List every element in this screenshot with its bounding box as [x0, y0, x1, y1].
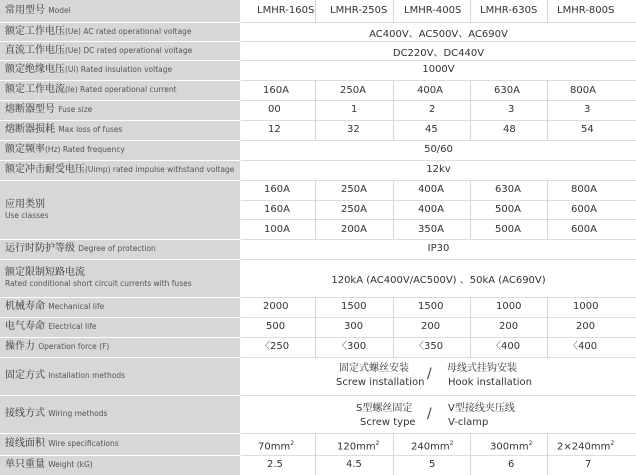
installation-right-en: Hook installation — [448, 377, 532, 388]
wire-spec-2-value: 120mm — [337, 441, 376, 453]
use-classes-label-en: Use classes — [5, 210, 49, 220]
wiring-label: 接线方式 — [5, 408, 45, 419]
weight-4: 6 — [508, 459, 515, 470]
use-classes-label: 应用类别 — [5, 198, 45, 210]
rated-frequency-label-en: (Hz) Rated frequency — [45, 145, 125, 154]
rated-frequency-label: 额定频率 — [5, 144, 45, 155]
max-loss-2: 32 — [347, 124, 360, 135]
operation-force-label: 操作力 — [5, 341, 35, 352]
insulation-voltage-label: 额定绝缘电压 — [5, 64, 65, 75]
use-classes-2-4: 500A — [495, 204, 521, 215]
wire-spec-4-sup: 2 — [528, 440, 533, 447]
row-wire-spec — [0, 433, 636, 455]
weight-5: 7 — [585, 459, 592, 470]
mechanical-life-label-en: Mechanical life — [48, 302, 105, 311]
use-classes-3-1: 100A — [264, 224, 290, 235]
operational-current-4: 630A — [494, 85, 520, 96]
operational-current-label-en: (Ie) Rated operational current — [65, 85, 177, 94]
rated-voltage-value: AC400V、AC500V、AC690V — [369, 29, 508, 40]
wiring-separator: / — [427, 406, 432, 422]
row-installation — [0, 357, 636, 395]
protection-label-en: Degree of protection — [78, 244, 156, 253]
wire-spec-label-en: Wire specifications — [48, 439, 119, 448]
installation-label: 固定方式 — [5, 370, 45, 381]
mechanical-life-3: 1500 — [418, 301, 444, 312]
use-classes-3-2: 200A — [341, 224, 367, 235]
operational-current-2: 250A — [340, 85, 366, 96]
wire-spec-3 — [411, 438, 453, 453]
use-classes-3-3: 350A — [418, 224, 444, 235]
use-classes-1-4: 630A — [495, 184, 521, 195]
rated-frequency-value: 50/60 — [424, 144, 453, 155]
wire-spec-2 — [337, 438, 379, 453]
operation-force-5: 〈400 — [568, 341, 598, 352]
row-rated-frequency — [0, 140, 636, 160]
model-3: LMHR-400S — [404, 0, 461, 22]
use-classes-2-3: 400A — [418, 204, 444, 215]
wire-spec-5-value: 2×240mm — [557, 441, 611, 453]
dc-voltage-label-en: (Ue) DC rated operational voltage — [65, 45, 193, 55]
wire-spec-1 — [258, 438, 294, 453]
max-loss-5: 54 — [581, 124, 594, 135]
mechanical-life-1: 2000 — [263, 301, 289, 312]
insulation-voltage-label-en: (Ui) Rated insulation voltage — [65, 65, 173, 74]
max-loss-1: 12 — [268, 124, 281, 135]
row-electrical-life — [0, 317, 636, 337]
wiring-right-cn: V型接线夹压线 — [448, 403, 515, 414]
use-classes-3-5: 600A — [571, 224, 597, 235]
wire-spec-1-value: 70mm — [258, 441, 291, 453]
model-2: LMHR-250S — [330, 0, 387, 22]
fuse-size-2: 1 — [351, 104, 358, 115]
operation-force-4: 〈400 — [491, 341, 521, 352]
row-wiring — [0, 395, 636, 433]
operation-force-2: 〈300 — [337, 341, 367, 352]
use-classes-3-4: 500A — [495, 224, 521, 235]
electrical-life-3: 200 — [421, 321, 441, 332]
wiring-right-en: V-clamp — [448, 417, 489, 428]
wire-spec-label: 接线面积 — [5, 438, 45, 449]
electrical-life-1: 500 — [266, 321, 286, 332]
weight-1: 2.5 — [267, 459, 283, 470]
weight-label-en: Weight (kG) — [48, 460, 93, 469]
row-dc-voltage — [0, 41, 636, 60]
wire-spec-5-sup: 2 — [610, 440, 615, 447]
row-short-circuit — [0, 259, 636, 297]
row-max-loss — [0, 120, 636, 140]
max-loss-4: 48 — [503, 124, 516, 135]
fuse-size-4: 3 — [508, 104, 515, 115]
wire-spec-5 — [557, 438, 614, 453]
installation-left-cn: 固定式螺丝安装 — [339, 363, 409, 374]
operation-force-3: 〈350 — [414, 341, 444, 352]
short-circuit-label: 额定限制短路电流 — [5, 267, 85, 278]
wiring-left-en: Screw type — [360, 417, 416, 428]
mechanical-life-4: 1000 — [496, 301, 522, 312]
max-loss-label-en: Max loss of fuses — [58, 125, 123, 134]
dc-voltage-label: 直流工作电压 — [5, 44, 65, 56]
fuse-size-1: 00 — [268, 104, 281, 115]
row-rated-voltage — [0, 22, 636, 41]
use-classes-1-1: 160A — [264, 184, 290, 195]
wire-spec-4-value: 300mm — [490, 441, 529, 453]
protection-label: 运行时防护等级 — [5, 243, 75, 254]
use-classes-1-5: 800A — [571, 184, 597, 195]
mechanical-life-2: 1500 — [341, 301, 367, 312]
operational-current-label: 额定工作电流 — [5, 84, 65, 95]
row-operation-force — [0, 337, 636, 357]
protection-value: IP30 — [427, 243, 450, 254]
impulse-voltage-label: 额定冲击耐受电压 — [5, 164, 85, 175]
short-circuit-label-en: Rated conditional short circuit currents with fuses — [5, 279, 192, 288]
mechanical-life-label: 机械寿命 — [5, 301, 45, 312]
use-classes-1-3: 400A — [418, 184, 444, 195]
max-loss-3: 45 — [425, 124, 438, 135]
dc-voltage-value: DC220V、DC440V — [392, 48, 485, 59]
row-operational-current — [0, 80, 636, 100]
installation-separator: / — [427, 366, 432, 382]
impulse-voltage-value: 12kv — [426, 164, 451, 175]
row-protection — [0, 239, 636, 259]
wiring-label-en: Wiring methods — [48, 409, 108, 418]
row-impulse-voltage — [0, 160, 636, 180]
weight-3: 5 — [429, 459, 436, 470]
row-weight — [0, 455, 636, 475]
installation-left-en: Screw installation — [336, 377, 425, 388]
header-row — [0, 0, 636, 22]
wire-spec-1-sup: 2 — [290, 440, 295, 447]
max-loss-label: 熔断器损耗 — [5, 124, 55, 135]
weight-label: 单只重量 — [5, 459, 45, 470]
electrical-life-2: 300 — [344, 321, 364, 332]
use-classes-1-2: 250A — [341, 184, 367, 195]
insulation-voltage-value: 1000V — [422, 64, 455, 75]
use-classes-2-2: 250A — [341, 204, 367, 215]
model-5: LMHR-800S — [557, 0, 614, 22]
row-mechanical-life — [0, 297, 636, 317]
use-classes-2-5: 600A — [571, 204, 597, 215]
row-insulation-voltage — [0, 60, 636, 80]
installation-label-en: Installation methods — [48, 371, 125, 380]
electrical-life-4: 200 — [499, 321, 519, 332]
wiring-left-cn: S型螺丝固定 — [356, 403, 413, 414]
wire-spec-3-sup: 2 — [449, 440, 454, 447]
operation-force-1: 〈250 — [260, 341, 290, 352]
fuse-size-label: 熔断器型号 — [5, 104, 55, 115]
header-label: 常用型号 — [5, 5, 45, 16]
operational-current-1: 160A — [263, 85, 289, 96]
mechanical-life-5: 1000 — [573, 301, 599, 312]
use-classes-2-1: 160A — [264, 204, 290, 215]
impulse-voltage-label-en: (Uimp) rated impulse withstand voltage — [85, 165, 235, 174]
wire-spec-2-sup: 2 — [375, 440, 380, 447]
header-label-en: Model — [48, 6, 71, 15]
operational-current-5: 800A — [570, 85, 596, 96]
header-label-cell — [0, 0, 240, 22]
short-circuit-value: 120kA (AC400V/AC500V) 、50kA (AC690V) — [331, 275, 546, 286]
rated-voltage-label: 额定工作电压 — [5, 25, 65, 37]
fuse-size-label-en: Fuse size — [58, 105, 93, 114]
electrical-life-label-en: Electrical life — [48, 322, 97, 331]
wire-spec-3-value: 240mm — [411, 441, 450, 453]
wire-spec-4 — [490, 438, 532, 453]
rated-voltage-label-en: (Ue) AC rated operational voltage — [65, 26, 192, 36]
operational-current-3: 400A — [417, 85, 443, 96]
electrical-life-label: 电气寿命 — [5, 321, 45, 332]
model-1: LMHR-160S — [257, 0, 314, 22]
model-4: LMHR-630S — [480, 0, 537, 22]
installation-right-cn: 母线式挂钩安装 — [447, 363, 517, 374]
fuse-size-3: 2 — [429, 104, 436, 115]
fuse-size-5: 3 — [584, 104, 591, 115]
operation-force-label-en: Operation force (F) — [38, 342, 110, 351]
row-use-classes — [0, 180, 636, 239]
weight-2: 4.5 — [346, 459, 362, 470]
row-fuse-size — [0, 100, 636, 120]
electrical-life-5: 200 — [576, 321, 596, 332]
